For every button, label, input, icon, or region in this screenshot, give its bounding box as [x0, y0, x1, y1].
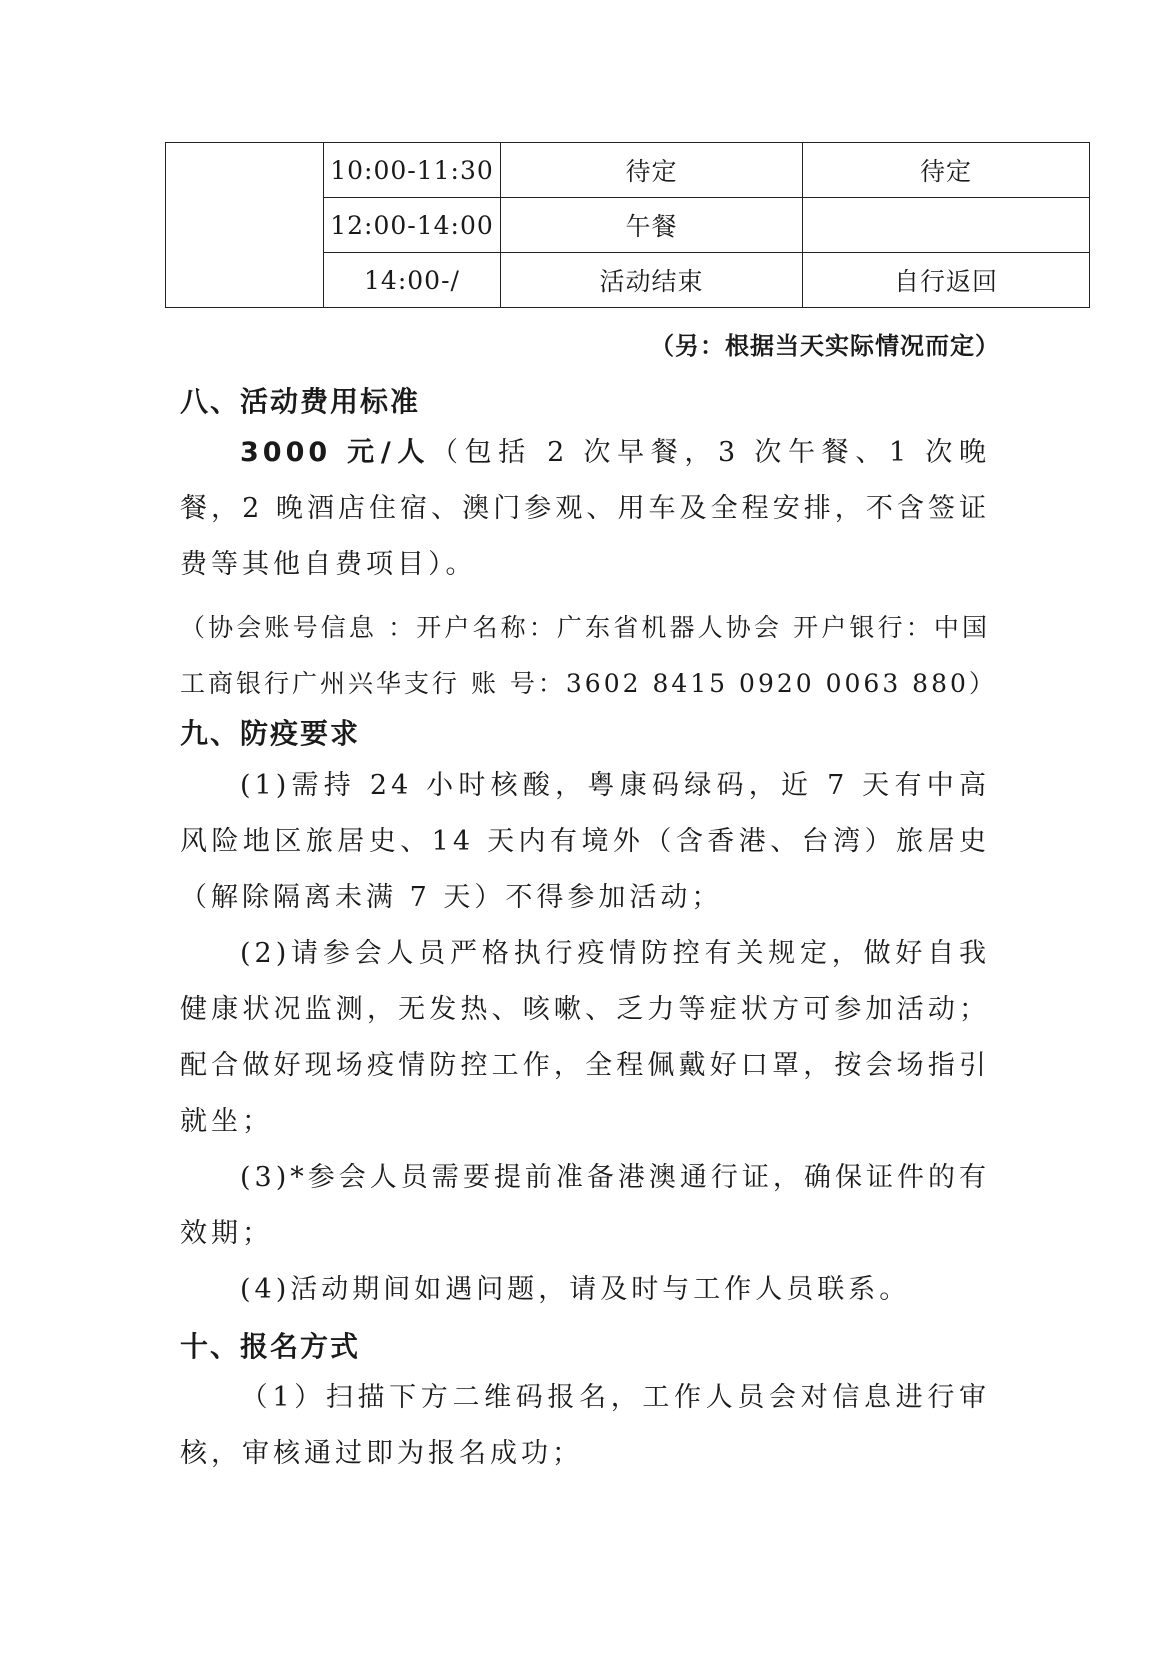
note-cell: 待定 — [803, 143, 1090, 198]
note-cell — [803, 198, 1090, 253]
epidemic-item-2 — [180, 926, 990, 1150]
epidemic-item-text: (4)活动期间如遇问题，请及时与工作人员联系。 — [240, 1274, 911, 1305]
fee-detail: （包括 2 次早餐，3 次午餐、1 次晚餐，2 晚酒店住宿、澳门参观、用车及全程安排，不含签证费等其他自费项目）。 — [180, 437, 990, 580]
note-cell: 自行返回 — [803, 253, 1090, 308]
epidemic-item-4 — [180, 1262, 990, 1318]
activity-cell: 活动结束 — [501, 253, 803, 308]
fee-paragraph — [180, 425, 990, 593]
schedule-footnote: （另：根据当天实际情况而定） — [650, 332, 1000, 360]
fee-amount: 3000 元/人 — [240, 437, 431, 468]
activity-cell: 午餐 — [501, 198, 803, 253]
section-9-heading: 九、防疫要求 — [180, 717, 361, 750]
section-10-heading: 十、报名方式 — [180, 1330, 361, 1363]
account-info: （协会账号信息 ：开户名称：广东省机器人协会 开户银行：中国工商银行广州兴华支行 账 号：3602 8415 0920 0063 880） — [180, 613, 997, 698]
signup-item-1 — [180, 1370, 990, 1482]
epidemic-item-text: (1)需持 24 小时核酸，粤康码绿码，近 7 天有中高风险地区旅居史、14 天内有境外（含香港、台湾）旅居史（解除隔离未满 7 天）不得参加活动； — [180, 770, 990, 913]
signup-item-text: （1）扫描下方二维码报名，工作人员会对信息进行审核，审核通过即为报名成功； — [180, 1382, 990, 1469]
time-cell: 12:00-14:00 — [324, 198, 501, 253]
date-cell — [166, 143, 324, 308]
epidemic-item-3 — [180, 1150, 990, 1262]
table-row — [166, 143, 1090, 198]
time-cell: 14:00-/ — [324, 253, 501, 308]
epidemic-item-text: (3)*参会人员需要提前准备港澳通行证，确保证件的有效期； — [180, 1162, 990, 1249]
schedule-table — [165, 142, 1090, 308]
section-8-heading: 八、活动费用标准 — [180, 385, 421, 418]
activity-cell: 待定 — [501, 143, 803, 198]
epidemic-item-text: (2)请参会人员严格执行疫情防控有关规定，做好自我健康状况监测，无发热、咳嗽、乏力等症状方可参加活动；配合做好现场疫情防控工作，全程佩戴好口罩，按会场指引就坐； — [180, 938, 990, 1137]
epidemic-item-1 — [180, 758, 990, 926]
time-cell: 10:00-11:30 — [324, 143, 501, 198]
